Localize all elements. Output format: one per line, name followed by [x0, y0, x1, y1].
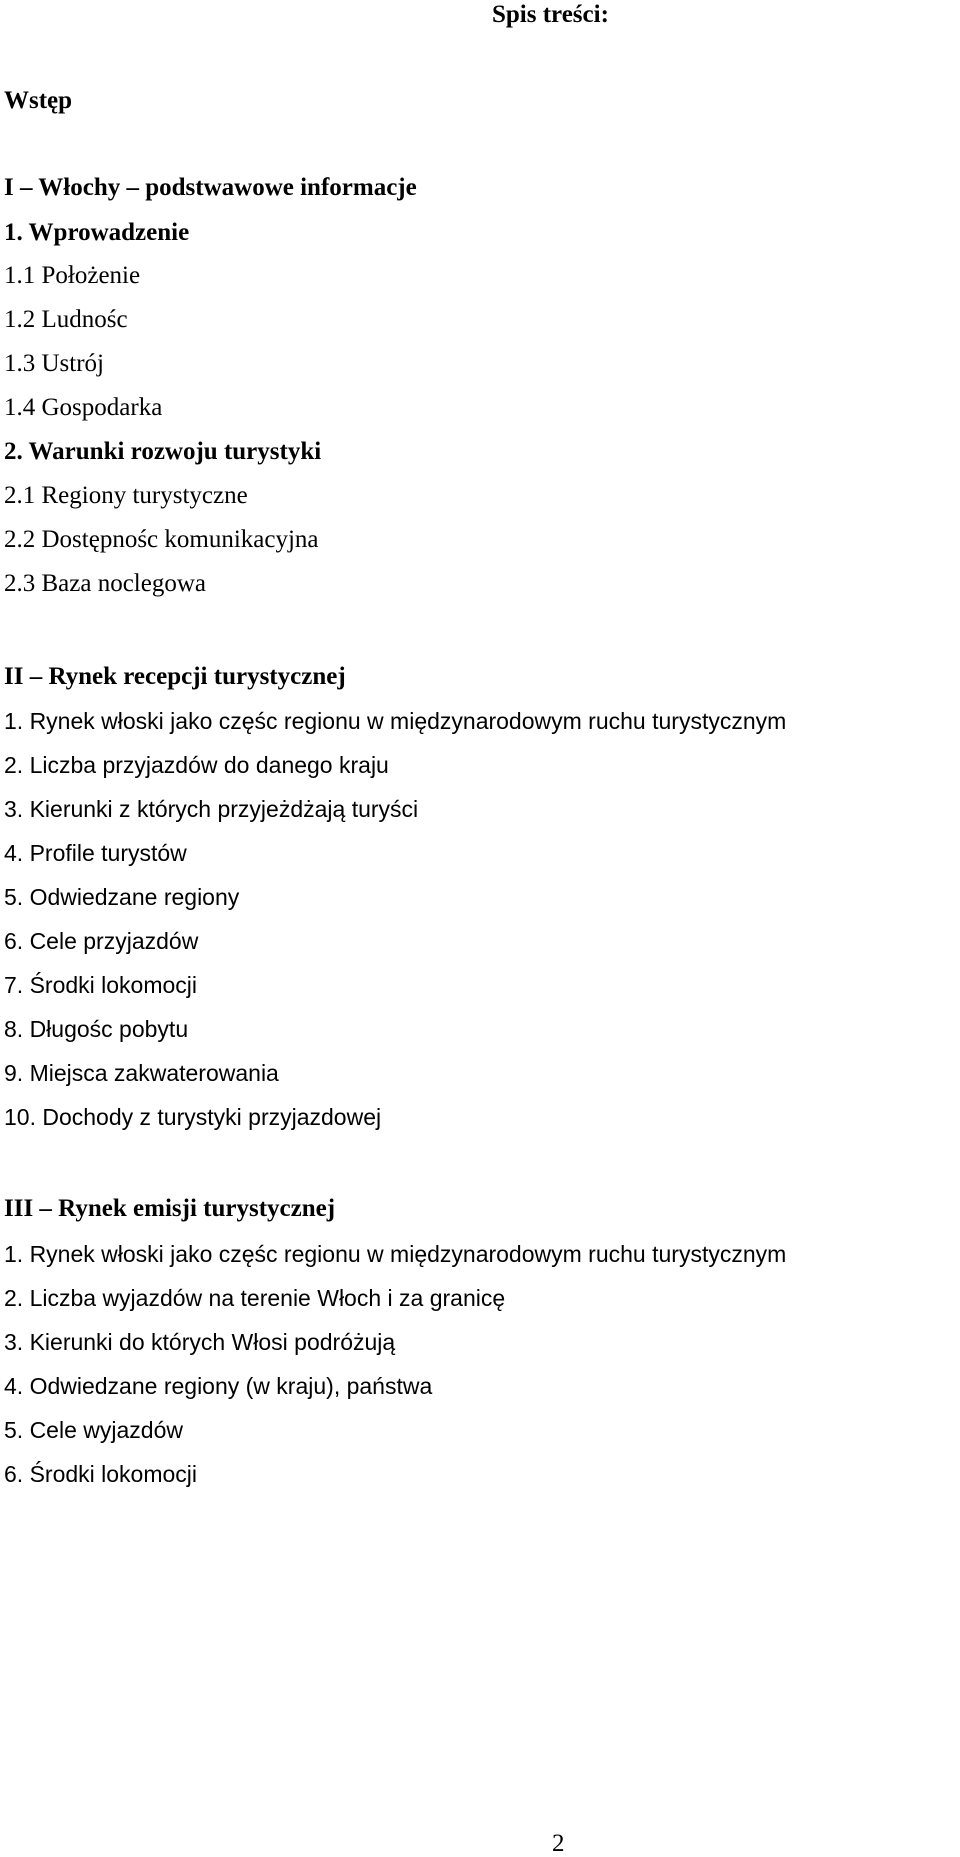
- toc-item: 9. Miejsca zakwaterowania: [4, 1060, 279, 1086]
- toc-item: 3. Kierunki do których Włosi podróżują: [4, 1329, 396, 1355]
- toc-item: 6. Cele przyjazdów: [4, 928, 199, 954]
- section-heading-3: III – Rynek emisji turystycznej: [4, 1195, 336, 1222]
- toc-item: 4. Profile turystów: [4, 840, 187, 866]
- toc-item: 2.3 Baza noclegowa: [4, 570, 207, 597]
- toc-item: 1. Wprowadzenie: [4, 219, 190, 246]
- toc-intro: Wstęp: [4, 87, 73, 114]
- toc-item: 2.2 Dostępnośc komunikacyjna: [4, 526, 319, 553]
- toc-item: 3. Kierunki z których przyjeżdżają turyści: [4, 796, 419, 822]
- toc-item: 1. Rynek włoski jako częśc regionu w międzynarodowym ruchu turystycznym: [4, 708, 787, 734]
- toc-item: 2. Warunki rozwoju turystyki: [4, 438, 322, 465]
- toc-item: 1.4 Gospodarka: [4, 394, 163, 421]
- toc-item: 10. Dochody z turystyki przyjazdowej: [4, 1104, 382, 1130]
- page-number: 2: [552, 1830, 565, 1857]
- toc-item: 1.3 Ustrój: [4, 350, 104, 377]
- toc-item: 1.2 Ludnośc: [4, 306, 128, 333]
- toc-item: 1. Rynek włoski jako częśc regionu w międzynarodowym ruchu turystycznym: [4, 1241, 787, 1267]
- toc-item: 6. Środki lokomocji: [4, 1461, 198, 1487]
- toc-item: 7. Środki lokomocji: [4, 972, 198, 998]
- section-heading-1: I – Włochy – podstwawowe informacje: [4, 174, 417, 201]
- section-heading-2: II – Rynek recepcji turystycznej: [4, 663, 346, 690]
- toc-item: 8. Długośc pobytu: [4, 1016, 189, 1042]
- toc-item: 2. Liczba przyjazdów do danego kraju: [4, 752, 389, 778]
- toc-item: 1.1 Położenie: [4, 262, 141, 289]
- toc-item: 5. Cele wyjazdów: [4, 1417, 183, 1443]
- toc-title: Spis treści:: [492, 1, 609, 28]
- toc-item: 5. Odwiedzane regiony: [4, 884, 240, 910]
- toc-item: 4. Odwiedzane regiony (w kraju), państwa: [4, 1373, 433, 1399]
- toc-item: 2. Liczba wyjazdów na terenie Włoch i za granicę: [4, 1285, 506, 1311]
- toc-item: 2.1 Regiony turystyczne: [4, 482, 248, 509]
